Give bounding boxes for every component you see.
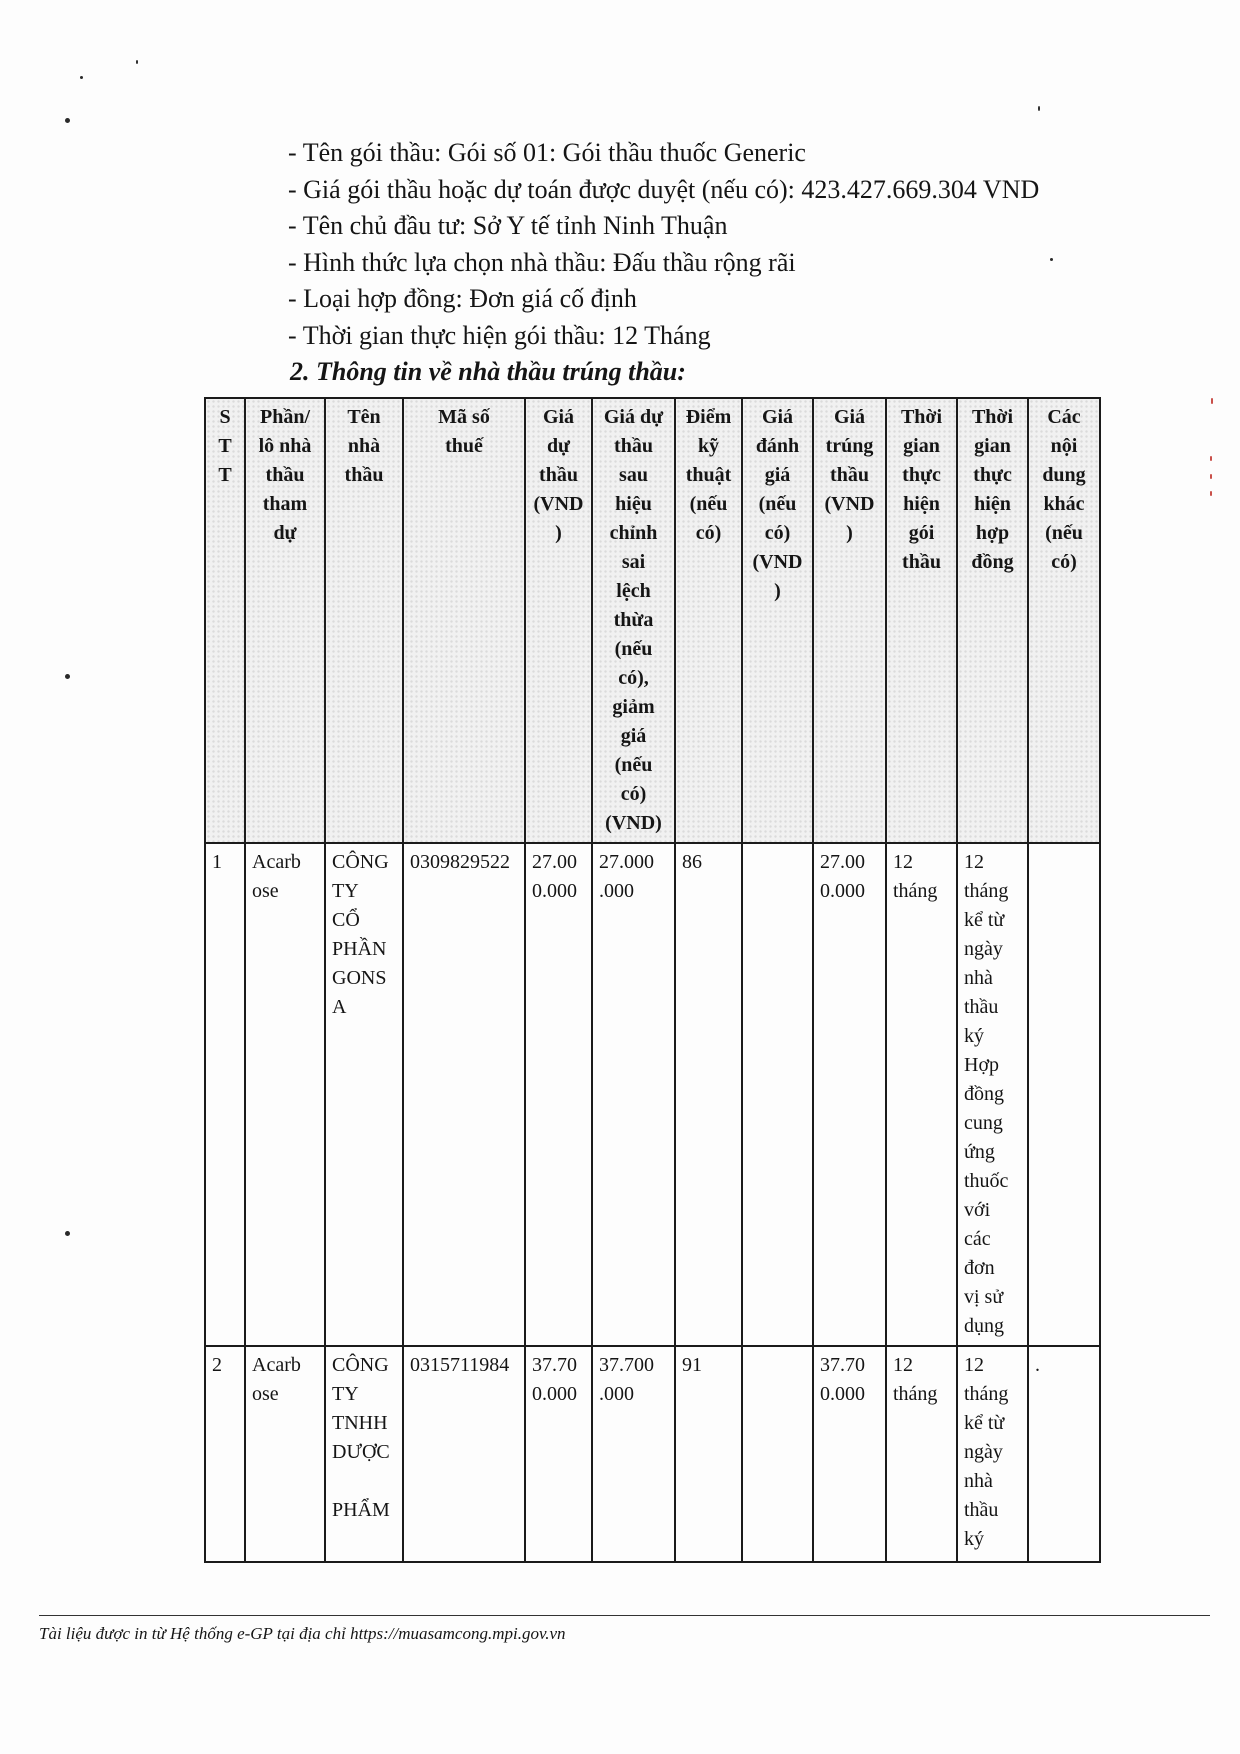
cell-bidder-name: CÔNG TY CỔ PHẦN GONS A (325, 843, 403, 1346)
table-row (205, 1346, 1100, 1562)
header-stt: S T T (205, 398, 245, 843)
winning-bidders-table (204, 397, 1101, 1563)
scan-speck (80, 76, 83, 79)
package-info (288, 135, 1039, 391)
cell-lot: Acarb ose (245, 1346, 325, 1562)
cell-stt: 2 (205, 1346, 245, 1562)
scan-speck (1038, 106, 1040, 111)
header-contract-duration: Thời gian thực hiện hợp đồng (957, 398, 1028, 843)
cell-winning-price: 27.00 0.000 (813, 843, 886, 1346)
scan-speck (1211, 398, 1213, 404)
scan-speck (65, 1231, 70, 1236)
package-price-line: - Giá gói thầu hoặc dự toán được duyệt (nếu có): 423.427.669.304 VND (288, 174, 1040, 204)
duration-line: - Thời gian thực hiện gói thầu: 12 Tháng (288, 320, 711, 350)
cell-contract-duration: 12 tháng kể từ ngày nhà thầu ký Hợp đồng cung ứng thuốc với các đơn vị sử dụng (957, 843, 1028, 1346)
header-bidder-name: Tên nhà thầu (325, 398, 403, 843)
cell-package-duration: 12 tháng (886, 1346, 957, 1562)
package-name-line: - Tên gói thầu: Gói số 01: Gói thầu thuốc Generic (288, 138, 806, 167)
footer-divider (39, 1615, 1210, 1616)
scan-speck (136, 60, 138, 64)
header-technical-score: Điểm kỹ thuật (nếu có) (675, 398, 742, 843)
cell-other (1028, 843, 1100, 1346)
cell-technical-score: 86 (675, 843, 742, 1346)
scan-speck (65, 118, 70, 123)
scan-speck (1210, 474, 1212, 479)
cell-contract-duration: 12 tháng kể từ ngày nhà thầu ký (957, 1346, 1028, 1562)
header-adjusted-bid-price: Giá dự thầu sau hiệu chỉnh sai lệch thừa (nếu có), giảm giá (nếu có) (VND) (592, 398, 675, 843)
cell-tax-code: 0309829522 (403, 843, 525, 1346)
header-tax-code: Mã số thuế (403, 398, 525, 843)
cell-other: . (1028, 1346, 1100, 1562)
cell-bid-price: 27.00 0.000 (525, 843, 592, 1346)
cell-evaluated-price (742, 1346, 813, 1562)
scan-speck (65, 674, 70, 679)
header-winning-price: Giá trúng thầu (VND ) (813, 398, 886, 843)
cell-technical-score: 91 (675, 1346, 742, 1562)
header-lot: Phần/ lô nhà thầu tham dự (245, 398, 325, 843)
cell-evaluated-price (742, 843, 813, 1346)
cell-winning-price: 37.70 0.000 (813, 1346, 886, 1562)
header-package-duration: Thời gian thực hiện gói thầu (886, 398, 957, 843)
table-row (205, 843, 1100, 1346)
table-header-row (205, 398, 1100, 843)
header-other: Các nội dung khác (nếu có) (1028, 398, 1100, 843)
cell-bid-price: 37.70 0.000 (525, 1346, 592, 1562)
contract-type-line: - Loại hợp đồng: Đơn giá cố định (288, 284, 637, 313)
cell-lot: Acarb ose (245, 843, 325, 1346)
selection-method-line: - Hình thức lựa chọn nhà thầu: Đấu thầu rộng rãi (288, 247, 796, 277)
section-heading: 2. Thông tin về nhà thầu trúng thầu: (290, 357, 686, 386)
cell-adjusted-bid-price: 37.700 .000 (592, 1346, 675, 1562)
cell-tax-code: 0315711984 (403, 1346, 525, 1562)
footer-note: Tài liệu được in từ Hệ thống e-GP tại địa chỉ https://muasamcong.mpi.gov.vn (39, 1624, 566, 1643)
cell-adjusted-bid-price: 27.000 .000 (592, 843, 675, 1346)
header-bid-price: Giá dự thầu (VND ) (525, 398, 592, 843)
cell-package-duration: 12 tháng (886, 843, 957, 1346)
header-evaluated-price: Giá đánh giá (nếu có) (VND ) (742, 398, 813, 843)
scan-speck (1210, 491, 1212, 496)
cell-bidder-name: CÔNG TY TNHH DƯỢC PHẨM (325, 1346, 403, 1562)
scan-speck (1050, 258, 1053, 261)
cell-stt: 1 (205, 843, 245, 1346)
investor-line: - Tên chủ đầu tư: Sở Y tế tỉnh Ninh Thuận (288, 211, 728, 240)
scan-speck (1210, 456, 1212, 461)
